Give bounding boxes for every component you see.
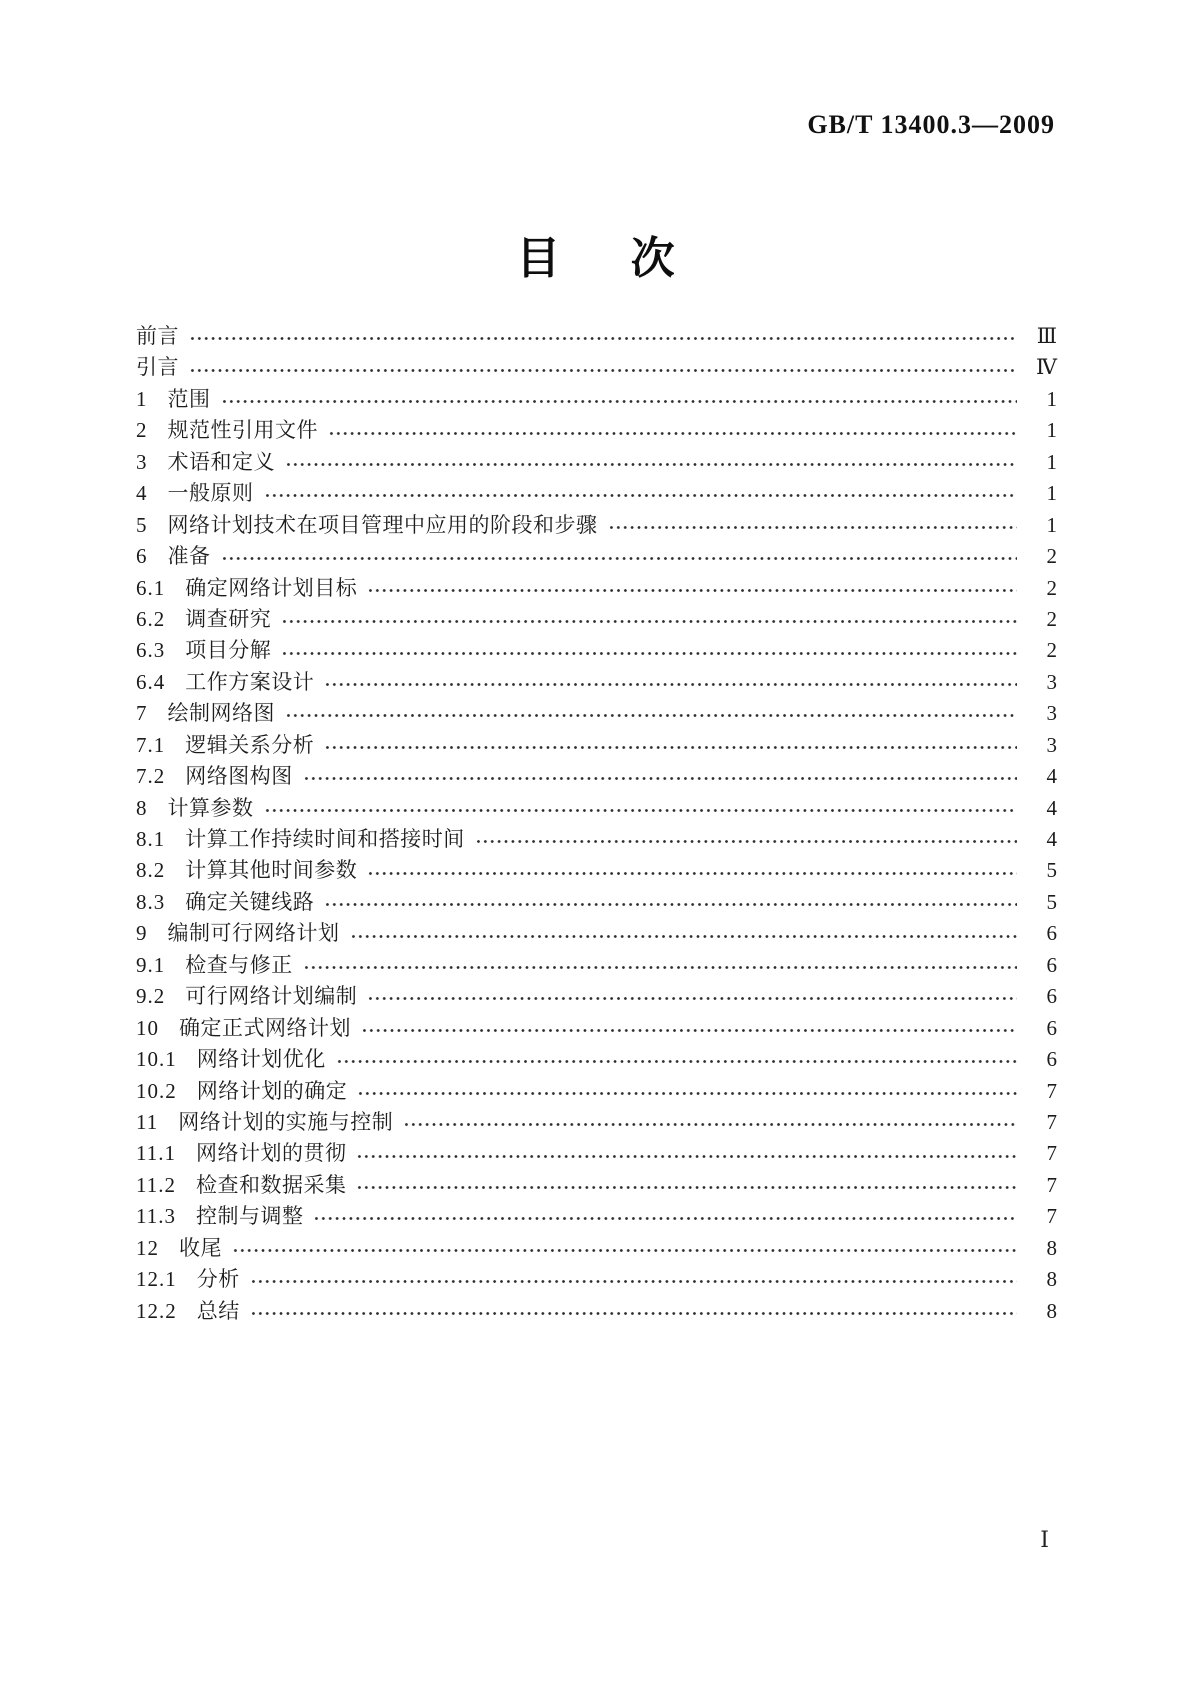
- toc-entry-number: 6.2: [136, 606, 166, 631]
- toc-entry: [136, 321, 1057, 352]
- toc-entry-title: 收尾: [179, 1235, 222, 1260]
- toc-entry-page-number: 7: [1046, 1204, 1057, 1229]
- toc-entry: [136, 855, 1057, 886]
- toc-entry-page-number: 1: [1046, 512, 1057, 537]
- toc-entry-number: 6.4: [136, 669, 166, 694]
- dot-leader: [189, 367, 1017, 374]
- toc-entry-title: 网络计划的实施与控制: [178, 1109, 394, 1134]
- toc-entry-title: 逻辑关系分析: [185, 732, 315, 757]
- toc-entry: [136, 761, 1057, 792]
- dot-leader: [221, 555, 1018, 562]
- toc-entry: [136, 667, 1057, 698]
- toc-entry-number: 10.1: [136, 1047, 177, 1072]
- toc-entry-title: 网络图构图: [185, 764, 293, 789]
- toc-entry-number: 8.2: [136, 858, 166, 883]
- toc-entry: [136, 573, 1057, 604]
- toc-entry-page-number: 6: [1046, 1015, 1057, 1040]
- toc-entry-title: 网络计划优化: [196, 1047, 326, 1072]
- toc-entry-title: 网络计划的贯彻: [195, 1141, 347, 1166]
- toc-entry-page-number: 4: [1046, 795, 1057, 820]
- dot-leader: [324, 901, 1017, 908]
- toc-entry-page-number: 8: [1046, 1298, 1057, 1323]
- toc-entry-number: 9.1: [136, 952, 166, 977]
- toc-entry-number: 7.1: [136, 732, 166, 757]
- toc-entry-number: 12.1: [136, 1267, 177, 1292]
- toc-entry-title: 确定关键线路: [185, 889, 315, 914]
- toc-entry-page-number: 5: [1046, 889, 1057, 914]
- toc-entry-page-number: 3: [1046, 732, 1057, 757]
- toc-entry-title: 检查和数据采集: [195, 1172, 347, 1197]
- toc-entry-page-number: 6: [1046, 1047, 1057, 1072]
- dot-leader: [303, 964, 1017, 971]
- toc-entry-title: 分析: [196, 1267, 240, 1292]
- toc-entry-page-number: 1: [1046, 481, 1057, 506]
- dot-leader: [367, 587, 1017, 594]
- toc-entry-number: 7: [136, 701, 148, 726]
- dot-leader: [357, 1090, 1017, 1097]
- toc-entry-title: 确定网络计划目标: [185, 575, 358, 600]
- toc-entry-page-number: 8: [1046, 1235, 1057, 1260]
- dot-leader: [264, 807, 1018, 814]
- dot-leader: [232, 1247, 1017, 1254]
- toc-entry: [136, 1264, 1057, 1295]
- toc-entry-page-number: 3: [1046, 701, 1057, 726]
- toc-entry: [136, 604, 1057, 635]
- toc-entry-number: 6: [136, 544, 148, 569]
- toc-entry-title: 绘制网络图: [167, 701, 275, 726]
- toc-entry: [136, 1233, 1057, 1264]
- toc-entry-title: 计算参数: [167, 795, 254, 820]
- dot-leader: [367, 995, 1017, 1002]
- toc-entry-number: 10.2: [136, 1078, 177, 1103]
- toc-entry: [136, 1107, 1057, 1138]
- toc-entry: [136, 730, 1057, 761]
- toc-entry-title: 编制可行网络计划: [167, 921, 340, 946]
- toc-entry-title: 一般原则: [167, 481, 254, 506]
- toc-entry-title: 计算其他时间参数: [185, 858, 358, 883]
- toc-entry-title: 检查与修正: [185, 952, 293, 977]
- toc-entry-page-number: 1: [1046, 386, 1057, 411]
- toc-entry-page-number: 4: [1046, 764, 1057, 789]
- toc-entry: [136, 981, 1057, 1012]
- toc-entry-number: 10: [136, 1015, 159, 1040]
- toc-entry-page-number: Ⅳ: [1036, 355, 1057, 380]
- toc-entry: [136, 635, 1057, 666]
- toc-entry-number: 5: [136, 512, 148, 537]
- dot-leader: [281, 650, 1017, 657]
- toc-entry-title: 术语和定义: [167, 449, 275, 474]
- toc-entry-page-number: 1: [1046, 418, 1057, 443]
- toc-entry-title: 引言: [136, 355, 179, 380]
- toc-entry-title: 规范性引用文件: [167, 418, 318, 443]
- toc-entry: [136, 1076, 1057, 1107]
- toc-entry: [136, 478, 1057, 509]
- toc-entry-number: 11.2: [136, 1172, 176, 1197]
- toc-entry-page-number: 2: [1046, 606, 1057, 631]
- toc-entry: [136, 824, 1057, 855]
- toc-entry-page-number: 4: [1046, 827, 1057, 851]
- toc-entry: [136, 1138, 1057, 1169]
- toc-entry-title: 确定正式网络计划: [179, 1015, 351, 1040]
- toc-entry-page-number: 2: [1046, 638, 1057, 663]
- toc-entry-number: 12: [136, 1235, 159, 1260]
- dot-leader: [303, 775, 1017, 782]
- toc-entry-page-number: 2: [1046, 575, 1057, 600]
- folio-page-number: Ⅰ: [1040, 1527, 1049, 1552]
- toc-entry: [136, 1013, 1057, 1044]
- toc-entry-title: 项目分解: [185, 638, 272, 663]
- dot-leader: [264, 492, 1018, 499]
- toc-entry-page-number: 6: [1046, 952, 1057, 977]
- toc-entry: [136, 447, 1057, 478]
- toc-entry: [136, 510, 1057, 541]
- toc-entry: [136, 352, 1057, 383]
- toc-entry-page-number: 7: [1046, 1141, 1057, 1166]
- dot-leader: [313, 1215, 1017, 1222]
- page-title: 目 次: [516, 234, 688, 283]
- toc-entry-number: 11.3: [136, 1204, 176, 1229]
- toc-entry: [136, 793, 1057, 824]
- dot-leader: [356, 1184, 1017, 1191]
- toc-entry-number: 6.1: [136, 575, 166, 600]
- toc-entry-page-number: 1: [1046, 449, 1057, 474]
- dot-leader: [221, 398, 1018, 405]
- toc-entry: [136, 1170, 1057, 1201]
- dot-leader: [324, 744, 1017, 751]
- toc-entry: [136, 887, 1057, 918]
- toc-entry-number: 3: [136, 449, 148, 474]
- dot-leader: [356, 1153, 1017, 1160]
- toc-entry-page-number: 2: [1046, 544, 1057, 569]
- dot-leader: [350, 933, 1018, 940]
- toc-entry-number: 1: [136, 386, 148, 411]
- toc-entry-number: 11: [136, 1109, 159, 1134]
- toc-entry-page-number: 7: [1046, 1109, 1057, 1134]
- dot-leader: [250, 1278, 1017, 1285]
- toc-entry-title: 计算工作持续时间和搭接时间: [185, 827, 465, 851]
- toc-entry-title: 总结: [196, 1298, 240, 1323]
- dot-leader: [250, 1310, 1017, 1317]
- toc-entry-page-number: 6: [1046, 984, 1057, 1009]
- toc-entry-number: 8.1: [136, 827, 166, 851]
- dot-leader: [285, 712, 1017, 719]
- toc-entry-page-number: 5: [1046, 858, 1057, 883]
- toc-entry: [136, 415, 1057, 446]
- toc-entry-page-number: 8: [1046, 1267, 1057, 1292]
- toc-entry-title: 网络计划的确定: [196, 1078, 348, 1103]
- toc-entry-number: 9: [136, 921, 148, 946]
- toc-entry-title: 范围: [167, 386, 211, 411]
- toc-entry-title: 工作方案设计: [185, 669, 315, 694]
- toc-entry-page-number: 6: [1046, 921, 1057, 946]
- toc-entry-number: 12.2: [136, 1298, 177, 1323]
- toc-entry: [136, 1201, 1057, 1232]
- dot-leader: [367, 870, 1017, 877]
- dot-leader: [328, 430, 1017, 437]
- toc-entry-page-number: 7: [1046, 1078, 1057, 1103]
- dot-leader: [189, 335, 1017, 342]
- toc-entry-title: 网络计划技术在项目管理中应用的阶段和步骤: [167, 512, 598, 537]
- toc-entry: [136, 918, 1057, 949]
- dot-leader: [324, 681, 1017, 688]
- toc-entry-title: 调查研究: [185, 606, 272, 631]
- toc-entry: [136, 1044, 1057, 1075]
- toc-entry: [136, 541, 1057, 572]
- toc-entry-number: 7.2: [136, 764, 166, 789]
- toc-entry-page-number: 7: [1046, 1172, 1057, 1197]
- dot-leader: [336, 1058, 1017, 1065]
- toc-entry-number: 2: [136, 418, 148, 443]
- toc-entry-title: 前言: [136, 324, 179, 348]
- toc-entry-number: 8: [136, 795, 148, 820]
- toc-entry: [136, 698, 1057, 729]
- toc-entry-page-number: Ⅲ: [1036, 324, 1057, 348]
- dot-leader: [403, 1121, 1017, 1128]
- toc-entry-title: 可行网络计划编制: [185, 984, 358, 1009]
- dot-leader: [475, 838, 1017, 845]
- toc-entry-page-number: 3: [1046, 669, 1057, 694]
- toc-entry-title: 控制与调整: [195, 1204, 304, 1229]
- standard-number: GB/T 13400.3—2009: [807, 110, 1055, 139]
- toc-list: [136, 321, 1057, 1327]
- toc-entry-number: 8.3: [136, 889, 166, 914]
- dot-leader: [608, 524, 1018, 531]
- toc-entry: [136, 950, 1057, 981]
- toc-entry-number: 4: [136, 481, 148, 506]
- toc-entry: [136, 384, 1057, 415]
- dot-leader: [361, 1027, 1017, 1034]
- toc-entry: [136, 1296, 1057, 1327]
- dot-leader: [281, 618, 1017, 625]
- dot-leader: [285, 461, 1017, 468]
- toc-entry-number: 11.1: [136, 1141, 176, 1166]
- toc-entry-title: 准备: [167, 544, 211, 569]
- toc-entry-number: 6.3: [136, 638, 166, 663]
- toc-entry-number: 9.2: [136, 984, 166, 1009]
